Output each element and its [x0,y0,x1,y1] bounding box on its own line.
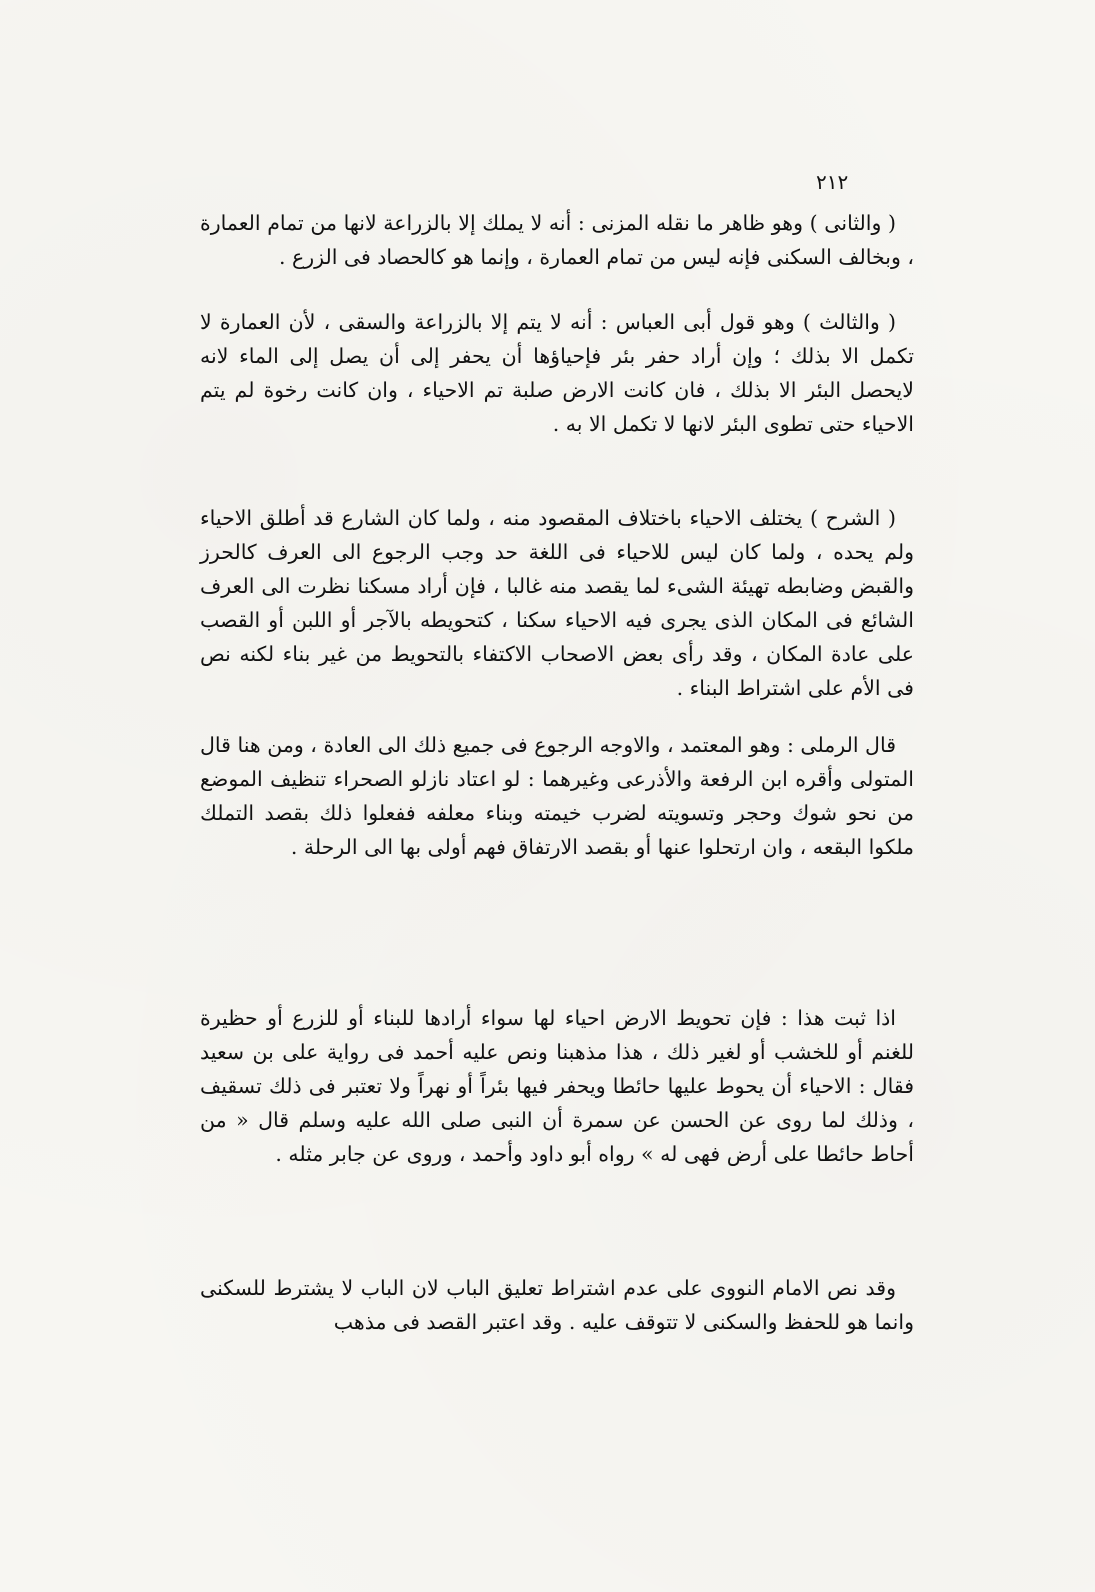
page-number: ٢١٢ [816,170,849,194]
paragraph-third-view [200,305,914,441]
paragraph-commentary [200,501,914,705]
paragraph-text: ( والثالث ) وهو قول أبى العباس : أنه لا يتم إلا بالزراعة والسقى ، لأن العمارة لا تكمل الا بذلك ؛ وإن أراد حفر بئر فإحياؤها أن يحفر إلى أن يصل إلى الماء لانه لايحصل البئر الا بذلك ، فان كانت الارض صلبة تم الاحياء ، وان كانت رخوة لم يتم الاحياء حتى تطوى البئر لانها لا تكمل الا به . [200,310,914,436]
paragraph-nawawi [200,1271,914,1339]
paragraph-text: ( والثانى ) وهو ظاهر ما نقله المزنى : أنه لا يملك إلا بالزراعة لانها من تمام العمارة ، وبخالف السكنى فإنه ليس من تمام العمارة ، وإنما هو كالحصاد فى الزرع . [200,211,914,269]
paragraph-ramli [200,728,914,864]
paragraph-text: قال الرملى : وهو المعتمد ، والاوجه الرجوع فى جميع ذلك الى العادة ، ومن هنا قال المتولى وأقره ابن الرفعة والأذرعى وغيرهما : لو اعتاد نازلو الصحراء تنظيف الموضع من نحو شوك وحجر وتسويته لضرب خيمته وبناء معلفه ففعلوا ذلك بقصد التملك ملكوا البقعه ، وان ارتحلوا عنها أو بقصد الارتفاق فهم أولى بها الى الرحلة . [200,733,914,859]
paragraph-fencing [200,1001,914,1171]
paragraph-text: ( الشرح ) يختلف الاحياء باختلاف المقصود منه ، ولما كان الشارع قد أطلق الاحياء ولم يحده ، ولما كان ليس للاحياء فى اللغة حد وجب الرجوع الى العرف كالحرز والقبض وضابطه تهيئة الشىء لما يقصد منه غالبا ، فإن أراد مسكنا نظرت الى العرف الشائع فى المكان الذى يجرى فيه الاحياء سكنا ، كتحويطه بالآجر أو اللبن أو القصب على عادة المكان ، وقد رأى بعض الاصحاب الاكتفاء بالتحويط من غير بناء لكنه نص فى الأم على اشتراط البناء . [200,506,914,700]
paragraph-text: اذا ثبت هذا : فإن تحويط الارض احياء لها سواء أرادها للبناء أو للزرع أو حظيرة للغنم أو للخشب أو لغير ذلك ، هذا مذهبنا ونص عليه أحمد فى رواية على بن سعيد فقال : الاحياء أن يحوط عليها حائطا ويحفر فيها بئراً أو نهراً ولا تعتبر فى ذلك تسقيف ، وذلك لما روى عن الحسن عن سمرة أن النبى صلى الله عليه وسلم قال « من أحاط حائطا على أرض فهى له » رواه أبو داود وأحمد ، وروى عن جابر مثله . [200,1006,914,1166]
paragraph-second-view [200,206,914,274]
paragraph-text: وقد نص الامام النووى على عدم اشتراط تعليق الباب لان الباب لا يشترط للسكنى وانما هو للحفظ والسكنى لا تتوقف عليه . وقد اعتبر القصد فى مذهب [200,1276,914,1334]
